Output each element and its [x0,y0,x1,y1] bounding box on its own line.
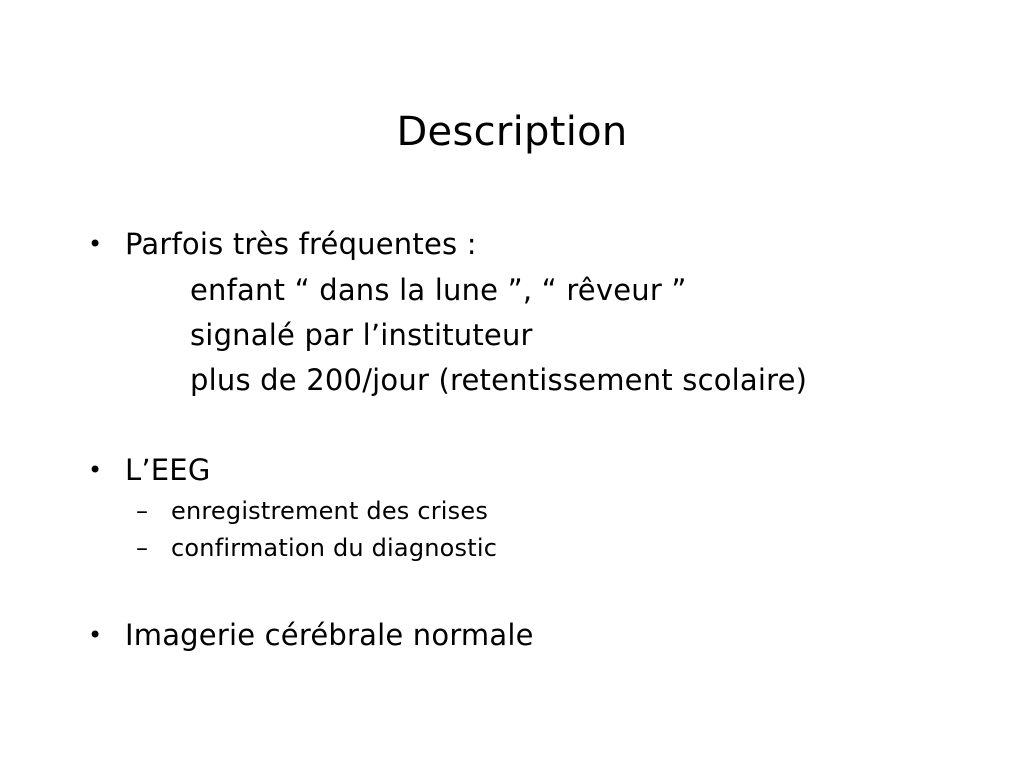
continuation-line: signalé par l’instituteur [190,318,533,352]
bullet-marker: • [88,456,103,484]
slide-title: Description [396,109,628,155]
continuation-line: enfant “ dans la lune ”, “ rêveur ” [190,273,687,307]
sub-bullet-marker: – [136,534,148,562]
sub-bullet-text: confirmation du diagnostic [171,534,498,562]
bullet-text: Imagerie cérébrale normale [125,618,534,652]
bullet-text: Parfois très fréquentes : [125,227,477,261]
sub-bullet-text: enregistrement des crises [171,497,489,525]
bullet-marker: • [88,230,103,258]
bullet-marker: • [88,621,103,649]
sub-bullet-marker: – [136,497,148,525]
continuation-line: plus de 200/jour (retentissement scolaire) [190,363,808,397]
bullet-text: L’EEG [125,453,211,487]
